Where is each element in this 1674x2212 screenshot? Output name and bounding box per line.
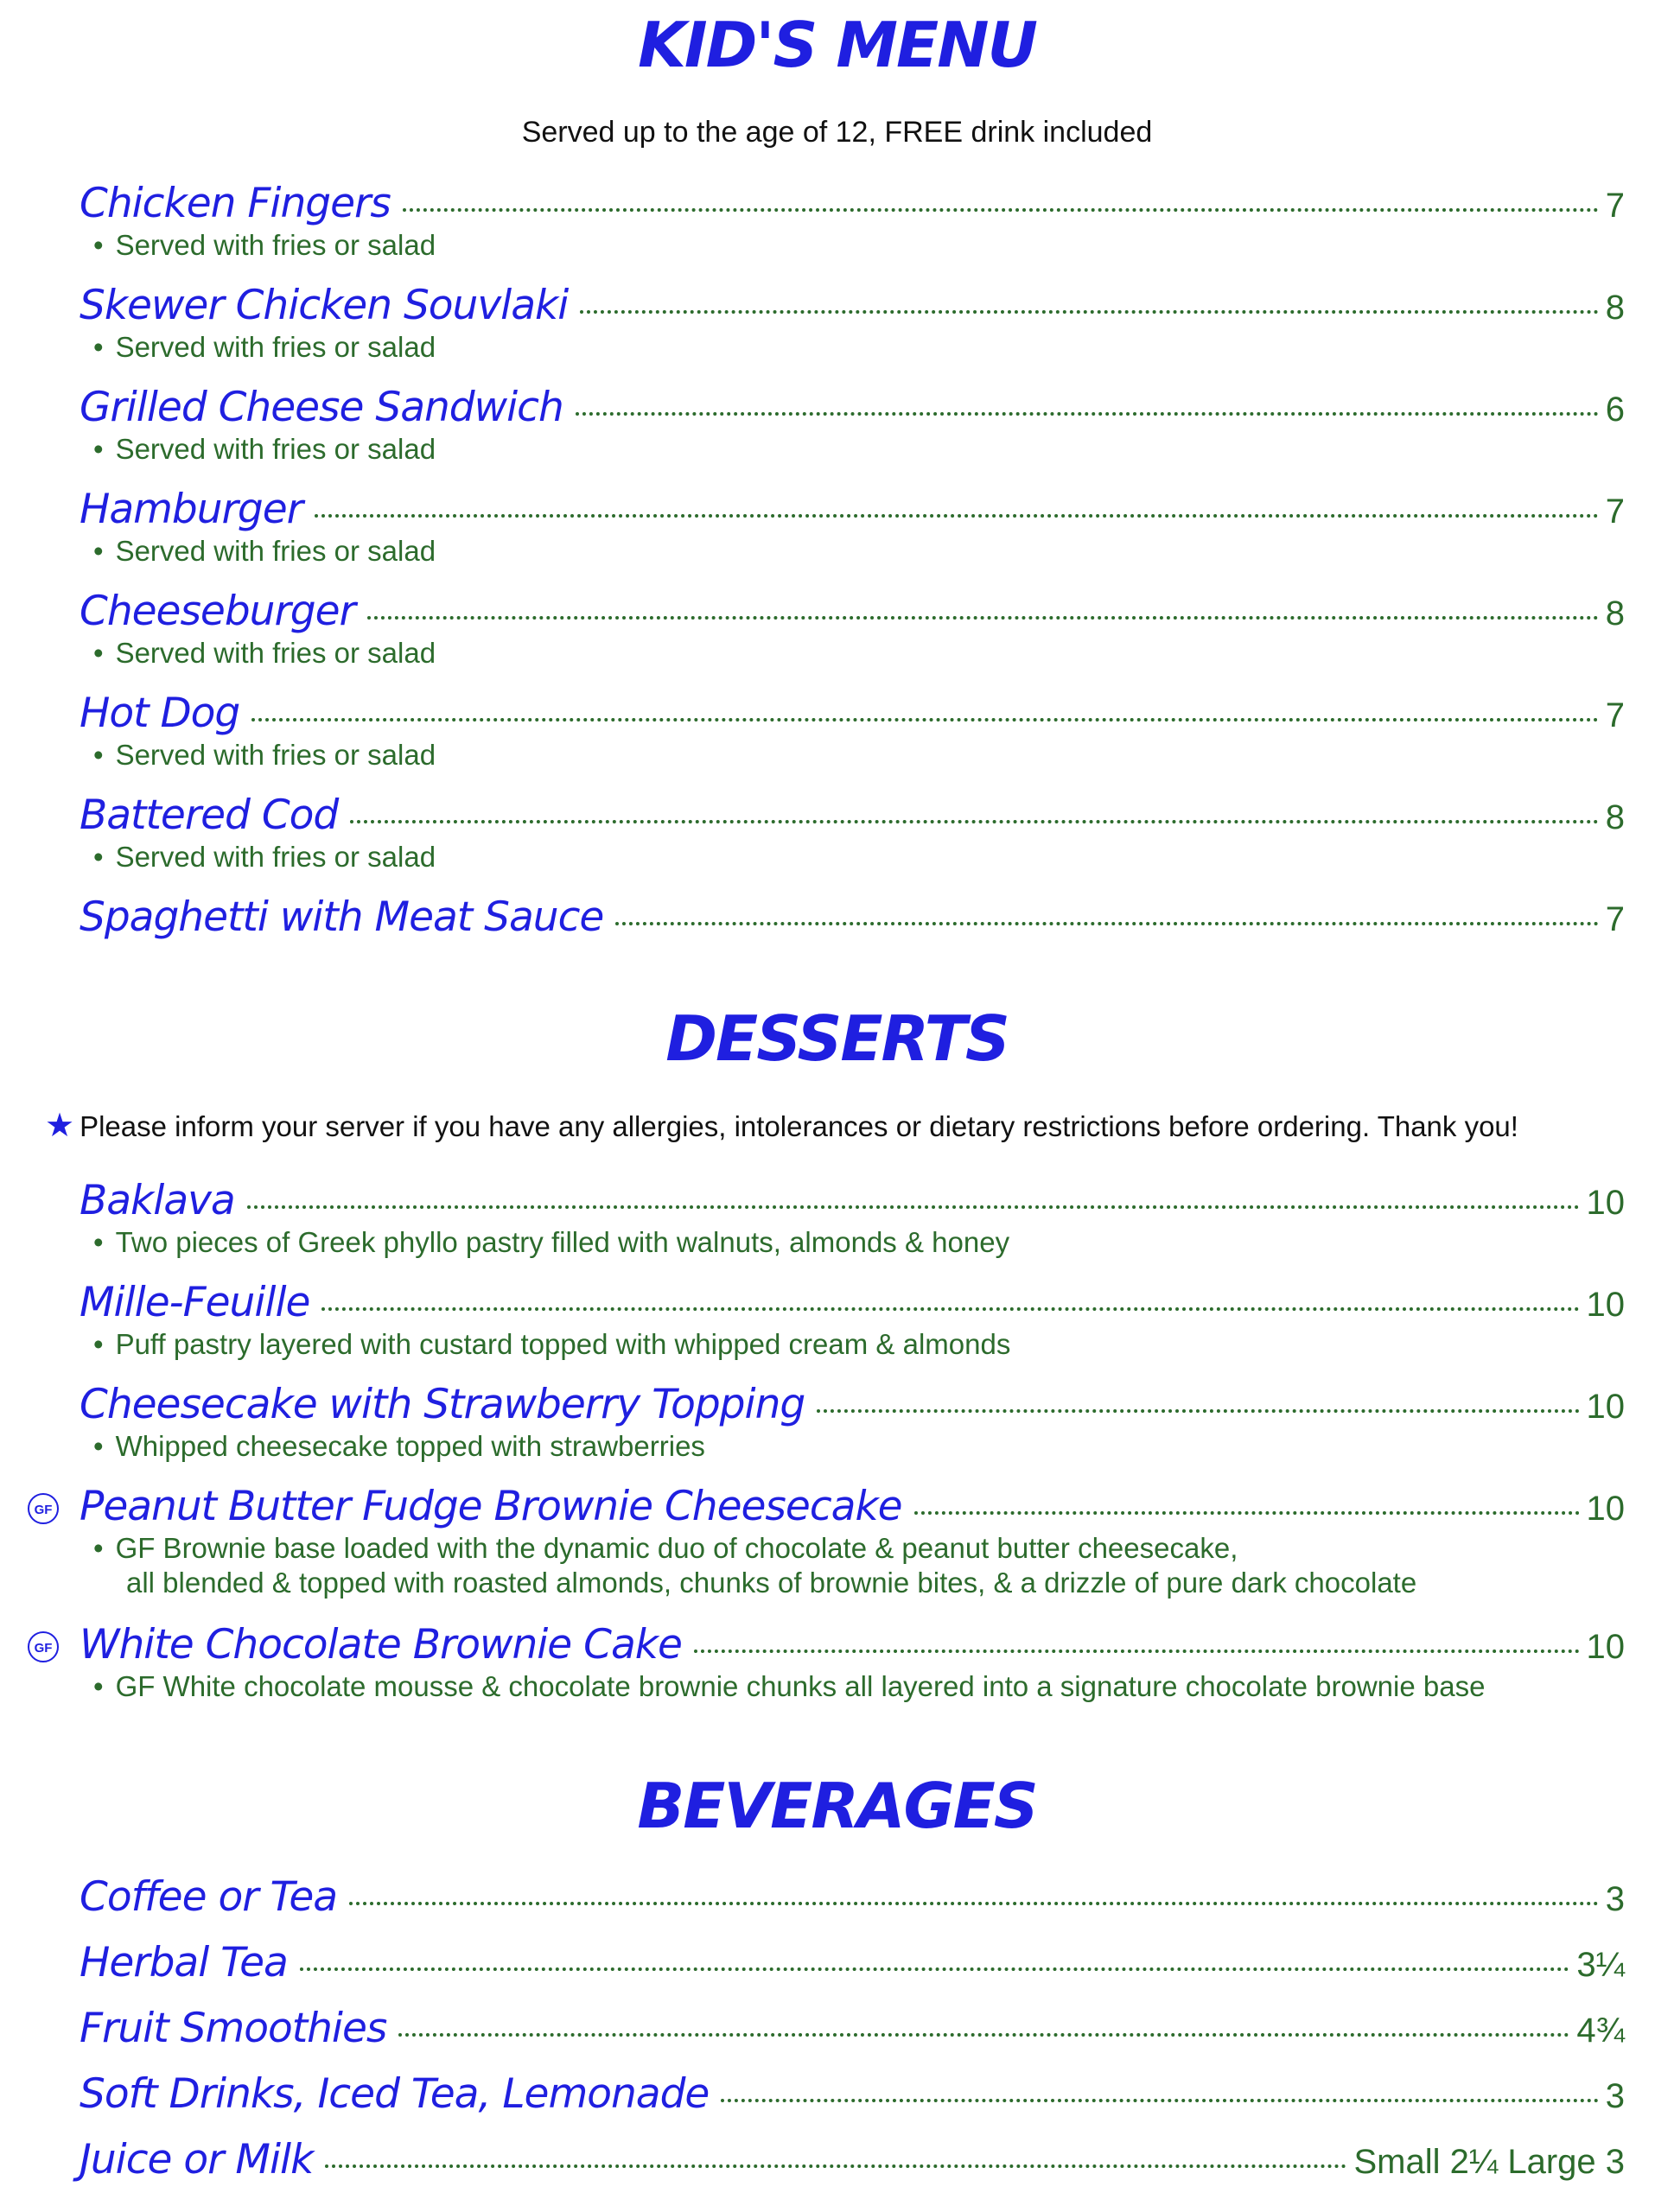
allergy-note: ★ Please inform your server if you have any allergies, intolerances or dietary restrictions before ordering. Thank you! [45, 1108, 1518, 1144]
item-name: Skewer Chicken Souvlaki [80, 282, 569, 329]
item-description: • Served with fries or salad [93, 841, 436, 873]
beverages-title: BEVERAGES [637, 1770, 1037, 1842]
bullet-icon: • [93, 229, 104, 261]
bullet-icon: • [93, 535, 104, 567]
item-description: • Two pieces of Greek phyllo pastry filled with walnuts, almonds & honey [93, 1226, 1010, 1258]
item-description: • Served with fries or salad [93, 535, 436, 567]
item-description: • Served with fries or salad [93, 229, 436, 261]
item-price: 7 [1605, 900, 1625, 938]
menu-item [80, 282, 1625, 364]
menu-item [34, 1483, 1625, 1599]
bullet-icon: • [93, 1430, 104, 1462]
item-price: 7 [1605, 696, 1625, 734]
bullet-icon: • [93, 433, 104, 465]
menu-item [80, 690, 1625, 772]
item-price: 8 [1605, 798, 1625, 836]
bullet-icon: • [93, 841, 104, 873]
bullet-icon: • [93, 637, 104, 669]
dot-leader [349, 1902, 1599, 1905]
item-description-continued: all blended & topped with roasted almonds, chunks of brownie bites, & a drizzle of pure dark chocolate [126, 1567, 1417, 1599]
dot-leader [721, 2099, 1598, 2102]
dot-leader [817, 1409, 1579, 1413]
item-name: Cheesecake with Strawberry Topping [80, 1381, 805, 1428]
item-name: Peanut Butter Fudge Brownie Cheesecake [80, 1483, 902, 1530]
item-name: Mille-Feuille [80, 1279, 310, 1326]
item-name: Herbal Tea [80, 1939, 288, 1986]
item-name: Fruit Smoothies [80, 2005, 387, 2052]
item-price: 10 [1586, 1184, 1625, 1222]
dot-leader [367, 616, 1599, 620]
item-name: Battered Cod [80, 791, 339, 839]
menu-item [80, 2005, 1625, 2052]
item-price: 7 [1605, 187, 1625, 225]
menu-item [80, 588, 1625, 670]
item-name: Baklava [80, 1177, 235, 1224]
star-icon: ★ [45, 1108, 75, 1144]
item-name: Juice or Milk [80, 2136, 314, 2183]
dot-leader [694, 1649, 1580, 1653]
bullet-icon: • [93, 739, 104, 771]
menu-item [80, 1873, 1625, 1921]
dot-leader [300, 1967, 1570, 1971]
menu-item [34, 1621, 1625, 1703]
item-price: 6 [1605, 391, 1625, 429]
menu-item [80, 180, 1625, 262]
item-price: 10 [1586, 1490, 1625, 1528]
menu-item [80, 2136, 1625, 2183]
item-name: White Chocolate Brownie Cake [80, 1621, 682, 1669]
dot-leader [580, 310, 1598, 314]
gluten-free-icon: GF [28, 1631, 59, 1662]
item-price: 3 [1605, 2077, 1625, 2115]
bullet-icon: • [93, 1670, 104, 1702]
item-description: • GF White chocolate mousse & chocolate brownie chunks all layered into a signature chocolate brownie base [93, 1670, 1486, 1702]
item-price: 3 [1605, 1880, 1625, 1918]
bullet-icon: • [93, 1226, 104, 1258]
item-description: • GF Brownie base loaded with the dynamic duo of chocolate & peanut butter cheesecake, [93, 1532, 1238, 1564]
item-price: 8 [1605, 594, 1625, 632]
menu-item [80, 791, 1625, 874]
item-price: 10 [1586, 1628, 1625, 1666]
menu-item [80, 1279, 1625, 1361]
bullet-icon: • [93, 1532, 104, 1564]
dot-leader [914, 1511, 1580, 1515]
item-price: 4¾ [1576, 2012, 1625, 2050]
menu-item [80, 1381, 1625, 1463]
menu-item [80, 2070, 1625, 2118]
dot-leader [321, 1307, 1579, 1311]
kids-menu-subtitle: Served up to the age of 12, FREE drink included [521, 116, 1153, 149]
item-name: Spaghetti with Meat Sauce [80, 893, 604, 941]
dot-leader [350, 820, 1599, 823]
dot-leader [251, 718, 1599, 721]
item-description: • Puff pastry layered with custard topped with whipped cream & almonds [93, 1328, 1011, 1360]
item-description: • Whipped cheesecake topped with strawberries [93, 1430, 705, 1462]
item-name: Coffee or Tea [80, 1873, 338, 1921]
item-name: Cheeseburger [80, 588, 355, 635]
item-price: Small 2¼ Large 3 [1353, 2143, 1625, 2181]
item-price: 3¼ [1576, 1946, 1625, 1984]
menu-item [80, 486, 1625, 568]
dot-leader [325, 2164, 1346, 2168]
item-description: • Served with fries or salad [93, 739, 436, 771]
dot-leader [576, 412, 1599, 416]
dot-leader [615, 922, 1598, 925]
kids-menu-title: KID'S MENU [638, 9, 1036, 81]
menu-item [80, 384, 1625, 466]
dot-leader [315, 514, 1599, 518]
item-price: 10 [1586, 1388, 1625, 1426]
gluten-free-icon: GF [28, 1493, 59, 1524]
dot-leader [398, 2033, 1569, 2037]
bullet-icon: • [93, 331, 104, 363]
menu-item [80, 893, 1625, 941]
item-name: Soft Drinks, Iced Tea, Lemonade [80, 2070, 710, 2118]
item-price: 10 [1586, 1286, 1625, 1324]
item-name: Hamburger [80, 486, 302, 533]
item-price: 8 [1605, 289, 1625, 327]
item-description: • Served with fries or salad [93, 637, 436, 669]
item-price: 7 [1605, 493, 1625, 531]
menu-item [80, 1939, 1625, 1986]
menu-item [80, 1177, 1625, 1259]
dot-leader [247, 1205, 1580, 1209]
bullet-icon: • [93, 1328, 104, 1360]
item-name: Chicken Fingers [80, 180, 391, 227]
item-name: Grilled Cheese Sandwich [80, 384, 563, 431]
dot-leader [403, 208, 1599, 212]
item-description: • Served with fries or salad [93, 331, 436, 363]
item-description: • Served with fries or salad [93, 433, 436, 465]
desserts-title: DESSERTS [665, 1002, 1009, 1075]
item-name: Hot Dog [80, 690, 240, 737]
